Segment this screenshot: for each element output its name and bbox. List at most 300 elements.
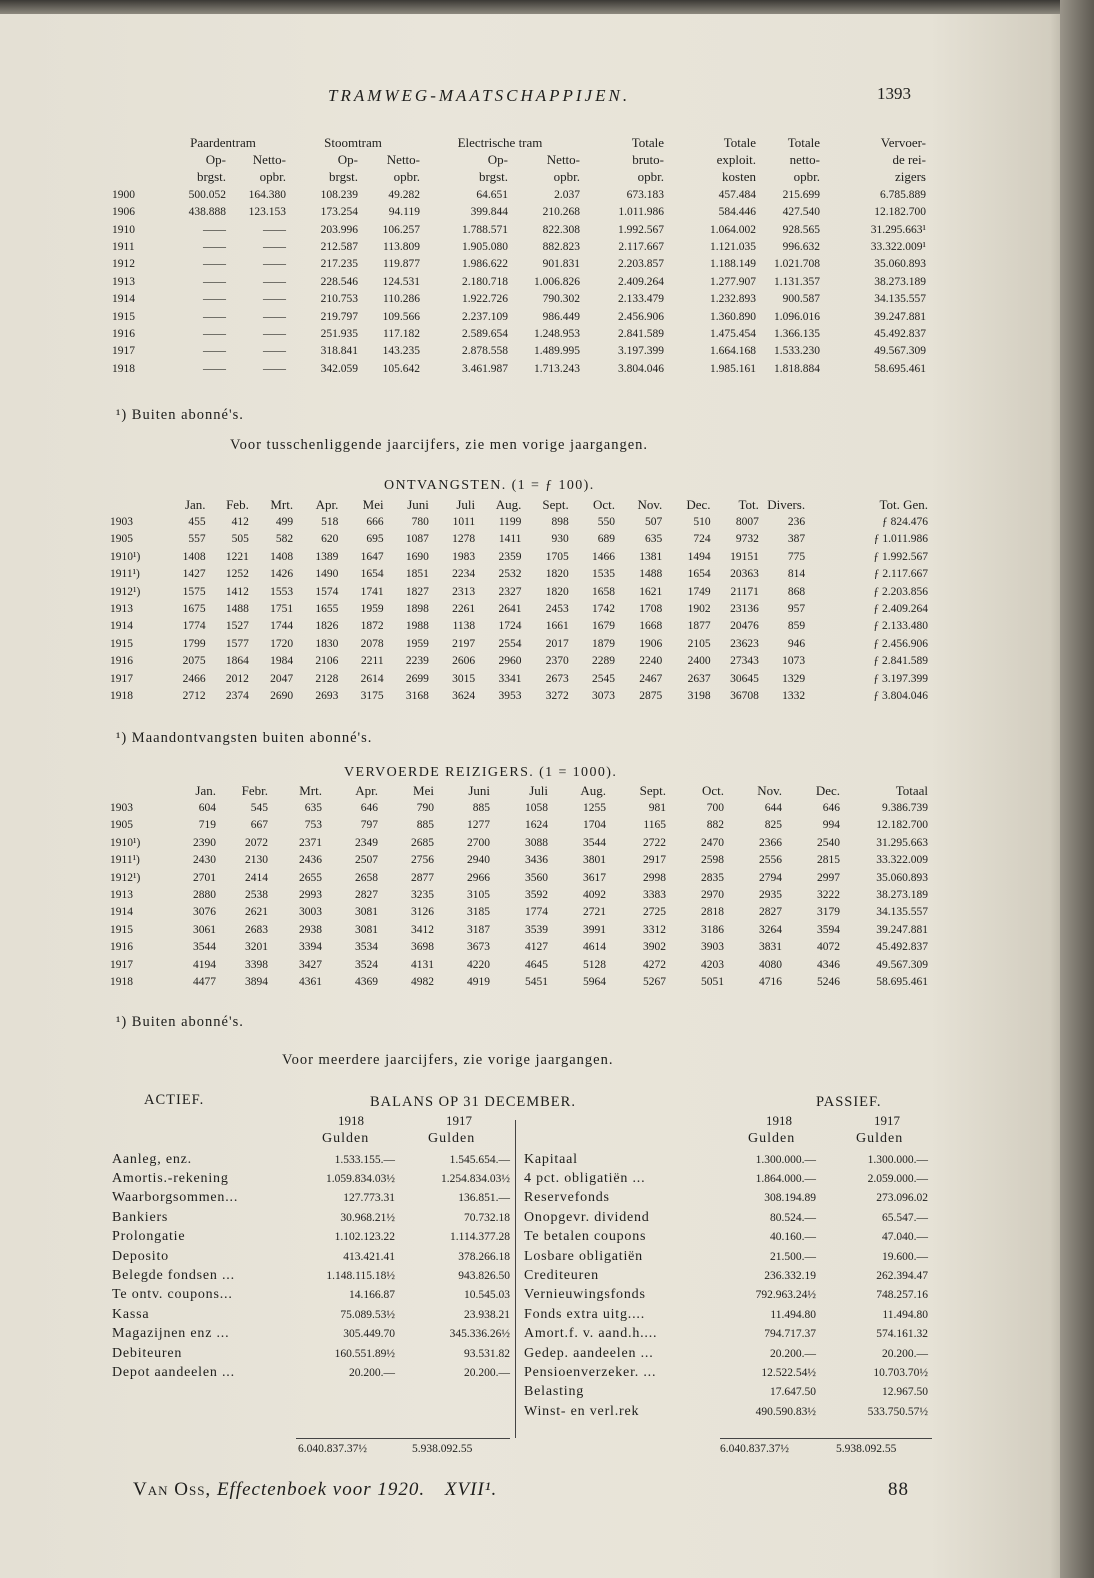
value-cell: 1412 — [225, 585, 249, 598]
balance-amount: 2.059.000.— — [867, 1173, 928, 1186]
value-cell: 2.237.109 — [462, 310, 508, 323]
value-cell: 5267 — [643, 975, 666, 988]
book-spine — [1060, 0, 1094, 1578]
value-cell: 30645 — [730, 672, 759, 685]
header-electrische-tram: Electrische tram — [457, 134, 543, 150]
balance-amount: 19.600.— — [882, 1250, 928, 1263]
value-cell: 775 — [787, 550, 806, 563]
value-cell: 1535 — [592, 568, 615, 581]
value-cell: 412 — [231, 516, 249, 529]
table-row — [112, 238, 926, 255]
total-header: Totaal — [895, 782, 928, 798]
value-cell: 3592 — [525, 889, 548, 902]
value-cell: 35.060.893 — [876, 871, 928, 884]
actief-total-rule — [296, 1438, 510, 1439]
balance-amount: 1.148.115.18½ — [326, 1270, 395, 1283]
balance-amount: 1.114.377.28 — [450, 1231, 510, 1244]
value-cell: 1654 — [687, 568, 711, 581]
balance-amount: 378.266.18 — [458, 1250, 510, 1263]
header-cell: zigers — [894, 169, 926, 185]
balance-amount: 12.967.50 — [882, 1386, 928, 1399]
value-cell: 3560 — [525, 871, 548, 884]
value-cell: 1820 — [545, 568, 569, 581]
value-cell: 2078 — [360, 637, 384, 650]
table-row — [112, 308, 926, 325]
value-cell: 210.753 — [320, 293, 358, 306]
value-cell: 753 — [304, 819, 322, 832]
month-header: Oct. — [701, 782, 724, 798]
value-cell: —— — [203, 310, 226, 323]
value-cell: 2655 — [299, 871, 322, 884]
year-cell: 1910 — [112, 223, 135, 236]
balance-row — [524, 1228, 928, 1247]
ontvangsten-rows — [110, 513, 928, 704]
balance-amount: 70.732.18 — [464, 1211, 510, 1224]
value-cell: 3539 — [525, 923, 548, 936]
value-cell: 1654 — [360, 568, 384, 581]
value-cell: 1668 — [639, 620, 663, 633]
value-cell: 3003 — [299, 906, 322, 919]
value-cell: 12.182.700 — [876, 819, 928, 832]
value-cell: 1906 — [639, 637, 663, 650]
value-cell: 38.273.189 — [874, 275, 926, 288]
value-cell: 1708 — [639, 603, 663, 616]
value-cell: 2540 — [817, 836, 840, 849]
header-stoomtram: Stoomtram — [324, 134, 382, 150]
value-cell: 3902 — [643, 941, 666, 954]
value-cell: 20363 — [730, 568, 759, 581]
month-header: Dec. — [686, 496, 711, 512]
year-cell: 1903 — [110, 802, 133, 815]
passief-total-1917: 5.938.092.55 — [836, 1443, 897, 1455]
value-cell: 2938 — [299, 923, 322, 936]
divers-header: Divers. — [767, 496, 806, 512]
value-cell: 2538 — [245, 889, 268, 902]
balance-amount: 14.166.87 — [349, 1289, 395, 1302]
value-cell: —— — [263, 345, 286, 358]
value-cell: 1675 — [182, 603, 206, 616]
value-cell: 3312 — [643, 923, 666, 936]
table-row — [110, 531, 928, 548]
value-cell: 45.492.837 — [874, 327, 926, 340]
value-cell: 1427 — [182, 568, 206, 581]
value-cell: 666 — [366, 516, 384, 529]
value-cell: —— — [263, 327, 286, 340]
header-cell: Op- — [487, 152, 508, 168]
value-cell: 1389 — [315, 550, 339, 563]
balance-item-label: Bankiers — [112, 1209, 169, 1225]
header-cell: exploit. — [716, 152, 756, 168]
value-cell: 123.153 — [248, 206, 286, 219]
value-cell: 2.841.589 — [618, 327, 664, 340]
value-cell: 2970 — [701, 889, 724, 902]
value-cell: 1.475.454 — [710, 327, 756, 340]
value-cell: ƒ 3.197.399 — [873, 672, 928, 685]
table-row — [110, 939, 928, 956]
actief-year-1918: 1918 — [338, 1113, 364, 1128]
reizigers-footnote: ¹) Buiten abonné's. — [116, 1014, 244, 1030]
balance-item-label: Pensioenverzeker. ... — [524, 1364, 657, 1380]
table-row — [110, 583, 928, 600]
value-cell: 882 — [706, 819, 724, 832]
value-cell: 2998 — [643, 871, 666, 884]
table-row — [110, 635, 928, 652]
value-cell: —— — [203, 345, 226, 358]
value-cell: 2641 — [498, 603, 522, 616]
year-cell: 1916 — [110, 941, 133, 954]
balance-item-label: Prolongatie — [112, 1229, 186, 1245]
value-cell: ƒ 1.992.567 — [873, 550, 928, 563]
balance-row — [112, 1247, 510, 1266]
value-cell: 1902 — [687, 603, 711, 616]
header-cell: opbr. — [637, 169, 664, 185]
value-cell: 882.823 — [542, 241, 580, 254]
value-cell: 1.992.567 — [618, 223, 664, 236]
month-header: Juli — [456, 496, 476, 512]
actief-table — [112, 1150, 510, 1383]
page-top-edge — [0, 0, 1094, 14]
balance-amount: 11.494.80 — [770, 1308, 816, 1321]
value-cell: 3398 — [245, 958, 268, 971]
table-row — [112, 291, 926, 308]
month-header: Mei — [413, 782, 434, 798]
value-cell: 3088 — [525, 836, 548, 849]
balance-amount: 943.826.50 — [458, 1270, 510, 1283]
value-cell: 1.366.135 — [774, 327, 820, 340]
value-cell: 4194 — [193, 958, 216, 971]
balance-amount: 17.647.50 — [770, 1386, 816, 1399]
value-cell: —— — [203, 241, 226, 254]
value-cell: ƒ 2.841.589 — [873, 655, 928, 668]
value-cell: 1830 — [315, 637, 339, 650]
value-cell: 9732 — [735, 533, 759, 546]
balance-amount: 160.551.89½ — [334, 1347, 395, 1360]
value-cell: 2211 — [361, 655, 384, 668]
value-cell: 1851 — [405, 568, 429, 581]
value-cell: 2827 — [759, 906, 782, 919]
value-cell: 1199 — [498, 516, 522, 529]
value-cell: 2072 — [245, 836, 268, 849]
value-cell: 790 — [416, 802, 434, 815]
value-cell: 4272 — [643, 958, 666, 971]
value-cell: 1658 — [592, 585, 615, 598]
value-cell: 217.235 — [320, 258, 358, 271]
header-cell: de rei- — [892, 152, 926, 168]
year-cell: 1916 — [110, 655, 133, 668]
balance-item-label: Amort.f. v. aand.h.... — [524, 1326, 658, 1342]
value-cell: 2835 — [701, 871, 724, 884]
value-cell: 3126 — [411, 906, 434, 919]
value-cell: 1742 — [592, 603, 615, 616]
balance-item-label: Fonds extra uitg.... — [524, 1306, 645, 1322]
value-cell: 33.322.009¹ — [870, 241, 926, 254]
value-cell: 2815 — [817, 854, 840, 867]
value-cell: 825 — [764, 819, 782, 832]
value-cell: 2261 — [452, 603, 476, 616]
table-row — [112, 273, 926, 290]
value-cell: 2012 — [225, 672, 249, 685]
balance-item-label: Kapitaal — [524, 1151, 578, 1167]
value-cell: 1278 — [452, 533, 476, 546]
value-cell: 9.386.739 — [882, 802, 928, 815]
value-cell: 1574 — [315, 585, 339, 598]
value-cell: 215.699 — [782, 188, 820, 201]
year-cell: 1914 — [110, 906, 133, 919]
value-cell: 3436 — [525, 854, 548, 867]
value-cell: —— — [263, 223, 286, 236]
value-cell: 1.021.708 — [774, 258, 820, 271]
value-cell: 1408 — [270, 550, 294, 563]
value-cell: 499 — [275, 516, 294, 529]
stats-header-row-2 — [112, 151, 926, 168]
value-cell: 34.135.557 — [876, 906, 928, 919]
value-cell: 2128 — [315, 672, 339, 685]
value-cell: 2313 — [452, 585, 476, 598]
month-header: Feb. — [226, 496, 249, 512]
value-cell: 689 — [597, 533, 615, 546]
value-cell: 724 — [693, 533, 711, 546]
footer-signature: 88 — [888, 1479, 909, 1500]
month-header: Juni — [468, 782, 490, 798]
balance-item-label: Belegde fondsen ... — [112, 1268, 235, 1284]
value-cell: 1.788.571 — [462, 223, 508, 236]
value-cell: 584.446 — [718, 206, 756, 219]
value-cell: 780 — [411, 516, 429, 529]
header-cell: opbr. — [553, 169, 580, 185]
value-cell: 2701 — [193, 871, 216, 884]
value-cell: 3831 — [759, 941, 782, 954]
balance-amount: 305.449.70 — [343, 1328, 395, 1341]
table-row — [110, 834, 928, 851]
value-cell: 1872 — [360, 620, 384, 633]
balance-amount: 490.590.83½ — [755, 1405, 816, 1418]
value-cell: ƒ 2.203.856 — [873, 585, 928, 598]
balance-item-label: Onopgevr. dividend — [524, 1209, 650, 1225]
balance-amount: 273.096.02 — [876, 1192, 928, 1205]
value-cell: 3222 — [817, 889, 840, 902]
passief-unit-1918: Gulden — [748, 1131, 796, 1146]
value-cell: —— — [263, 362, 286, 375]
value-cell: 814 — [787, 568, 806, 581]
value-cell: 2621 — [245, 906, 268, 919]
value-cell: 2658 — [355, 871, 378, 884]
balance-item-label: Waarborgsommen... — [112, 1190, 239, 1206]
value-cell: 1488 — [225, 603, 249, 616]
value-cell: —— — [203, 293, 226, 306]
value-cell: 3412 — [411, 923, 434, 936]
balance-amount: 93.531.82 — [464, 1347, 510, 1360]
month-header: Apr. — [355, 782, 378, 798]
year-cell: 1913 — [110, 603, 133, 616]
value-cell: 1.713.243 — [534, 362, 580, 375]
value-cell: 3175 — [360, 689, 384, 702]
value-cell: 1751 — [270, 603, 294, 616]
value-cell: 5246 — [817, 975, 840, 988]
value-cell: 3617 — [583, 871, 606, 884]
table-row — [110, 600, 928, 617]
table-row — [110, 956, 928, 973]
value-cell: 667 — [250, 819, 268, 832]
value-cell: 1774 — [525, 906, 548, 919]
table-row — [110, 852, 928, 869]
value-cell: 1.818.884 — [774, 362, 820, 375]
value-cell: 34.135.557 — [874, 293, 926, 306]
balance-amount: 794.717.37 — [764, 1328, 816, 1341]
stats-header-row-1 — [112, 134, 926, 151]
balance-row — [524, 1169, 928, 1188]
year-cell: 1915 — [112, 310, 135, 323]
value-cell: 1490 — [315, 568, 339, 581]
value-cell: 1577 — [225, 637, 249, 650]
value-cell: 117.182 — [383, 327, 420, 340]
balance-amount: 10.545.03 — [464, 1289, 510, 1302]
value-cell: 2699 — [405, 672, 429, 685]
value-cell: 3235 — [411, 889, 434, 902]
passief-table — [524, 1150, 928, 1421]
value-cell: 994 — [822, 819, 840, 832]
value-cell: 2075 — [182, 655, 206, 668]
balance-item-label: Aanleg, enz. — [112, 1151, 192, 1167]
value-cell: 901.831 — [542, 258, 580, 271]
value-cell: 2.117.667 — [618, 241, 664, 254]
balance-row — [524, 1150, 928, 1169]
value-cell: —— — [203, 223, 226, 236]
header-cell: Netto- — [252, 152, 286, 168]
balance-item-label: Depot aandeelen ... — [112, 1364, 235, 1380]
value-cell: 1277 — [467, 819, 490, 832]
value-cell: 2554 — [498, 637, 522, 650]
value-cell: 996.632 — [782, 241, 820, 254]
value-cell: 1073 — [782, 655, 806, 668]
value-cell: 3187 — [467, 923, 490, 936]
value-cell: 1959 — [360, 603, 384, 616]
value-cell: 2880 — [193, 889, 216, 902]
year-cell: 1906 — [112, 206, 135, 219]
stats-header-row-3 — [112, 169, 926, 186]
balance-amount: 1.545.654.— — [449, 1153, 510, 1166]
value-cell: 4369 — [355, 975, 378, 988]
table-row — [110, 548, 928, 565]
value-cell: 3015 — [452, 672, 476, 685]
value-cell: 1.664.168 — [710, 345, 756, 358]
value-cell: 1575 — [182, 585, 206, 598]
value-cell: 4477 — [193, 975, 216, 988]
value-cell: 45.492.837 — [876, 941, 928, 954]
value-cell: 4919 — [467, 975, 490, 988]
balance-item-label: Debiteuren — [112, 1345, 183, 1361]
value-cell: 2712 — [182, 689, 206, 702]
value-cell: 1720 — [270, 637, 294, 650]
year-cell: 1912¹) — [110, 871, 141, 884]
value-cell: 4131 — [411, 958, 434, 971]
balance-row — [524, 1266, 928, 1285]
balance-row — [112, 1286, 510, 1305]
value-cell: 119.877 — [383, 258, 420, 271]
value-cell: 1704 — [583, 819, 606, 832]
value-cell: 2197 — [452, 637, 476, 650]
value-cell: 2877 — [411, 871, 434, 884]
value-cell: 3673 — [467, 941, 490, 954]
year-cell: 1913 — [110, 889, 133, 902]
value-cell: 1332 — [782, 689, 806, 702]
balance-amount: 75.089.53½ — [340, 1308, 395, 1321]
value-cell: 604 — [198, 802, 216, 815]
table-row — [110, 653, 928, 670]
month-header: Aug. — [580, 782, 606, 798]
value-cell: 2.203.857 — [618, 258, 664, 271]
value-cell: 1826 — [315, 620, 339, 633]
actief-unit-1918: Gulden — [322, 1131, 370, 1146]
table-row — [110, 869, 928, 886]
value-cell: 2234 — [452, 568, 476, 581]
value-cell: ƒ 2.117.667 — [873, 568, 928, 581]
value-cell: 210.268 — [542, 206, 580, 219]
value-cell: 2017 — [545, 637, 569, 650]
reizigers-title: VERVOERDE REIZIGERS. (1 = 1000). — [344, 765, 618, 780]
reizigers-table — [110, 782, 928, 991]
value-cell: 3624 — [452, 689, 476, 702]
value-cell: 2997 — [817, 871, 840, 884]
value-cell: 646 — [822, 802, 840, 815]
value-cell: 387 — [787, 533, 806, 546]
value-cell: 36708 — [730, 689, 759, 702]
value-cell: 505 — [231, 533, 249, 546]
value-cell: 1.131.357 — [774, 275, 820, 288]
value-cell: 1411 — [498, 533, 522, 546]
value-cell: 58.695.461 — [876, 975, 928, 988]
reizigers-rows — [110, 799, 928, 990]
passief-rows — [524, 1150, 928, 1421]
value-cell: 1426 — [270, 568, 294, 581]
balance-row — [524, 1247, 928, 1266]
value-cell: 3341 — [498, 672, 522, 685]
value-cell: 1.188.149 — [710, 258, 756, 271]
balance-amount: 11.494.80 — [882, 1308, 928, 1321]
value-cell: 3168 — [405, 689, 429, 702]
value-cell: 646 — [360, 802, 378, 815]
value-cell: 3394 — [299, 941, 322, 954]
year-cell: 1917 — [110, 958, 133, 971]
value-cell: 164.380 — [248, 188, 286, 201]
header-paardentram: Paardentram — [190, 134, 256, 150]
balance-item-label: Losbare obligatiën — [524, 1248, 643, 1264]
value-cell: 38.273.189 — [876, 889, 928, 902]
balance-item-label: Gedep. aandeelen ... — [524, 1345, 654, 1361]
balance-amount: 65.547.— — [882, 1211, 928, 1224]
header-cell: netto- — [789, 152, 820, 168]
balance-row — [112, 1208, 510, 1227]
header-totale-2: Totale — [723, 134, 756, 150]
value-cell: 1898 — [405, 603, 429, 616]
balance-amount: 30.968.21½ — [340, 1211, 395, 1224]
value-cell: 49.282 — [388, 188, 420, 201]
value-cell: 3081 — [355, 923, 378, 936]
value-cell: 3894 — [245, 975, 268, 988]
balans-title: BALANS OP 31 DECEMBER. — [370, 1094, 576, 1110]
table-row — [112, 204, 926, 221]
value-cell: 20476 — [730, 620, 759, 633]
value-cell: 2722 — [643, 836, 666, 849]
value-cell: —— — [263, 258, 286, 271]
balance-item-label: Magazijnen enz ... — [112, 1326, 230, 1342]
value-cell: 2827 — [355, 889, 378, 902]
balance-row — [524, 1189, 928, 1208]
balance-item-label: Kassa — [112, 1306, 150, 1322]
value-cell: 2693 — [315, 689, 339, 702]
value-cell: 2993 — [299, 889, 322, 902]
value-cell: 3991 — [583, 923, 606, 936]
stats-footnote: ¹) Buiten abonné's. — [116, 407, 244, 423]
